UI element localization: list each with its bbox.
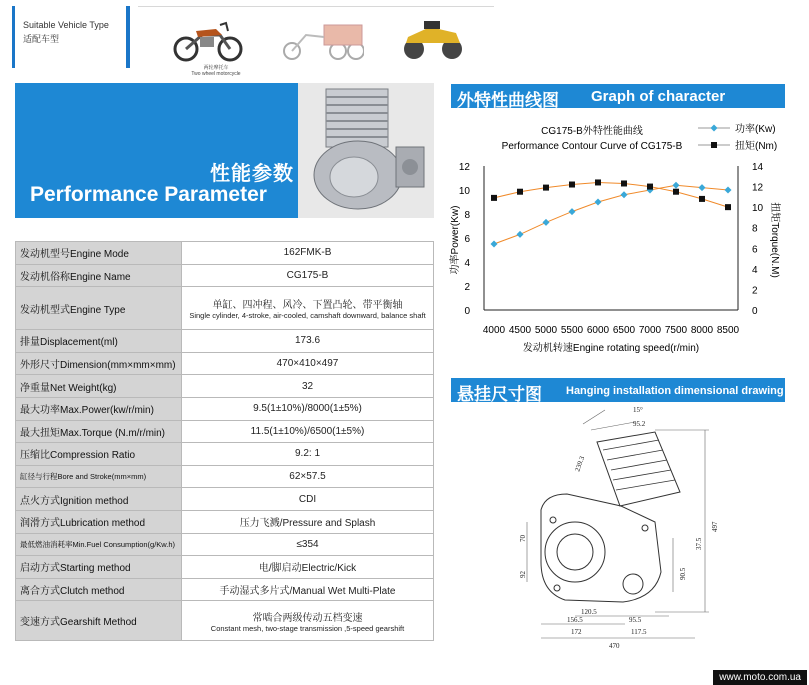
spec-value-sub: Constant mesh, two-stage transmission ,5-speed gearshift — [210, 623, 405, 633]
spec-value: ≤354 — [182, 533, 434, 556]
spec-value-sub: Single cylinder, 4-stroke, air-cooled, camshaft downward, balance shaft — [189, 311, 426, 321]
motorcycle-image — [172, 11, 244, 63]
spec-value: 162FMK-B — [182, 242, 434, 265]
spec-row — [16, 533, 434, 556]
spec-row — [16, 287, 434, 330]
x-tick-label: 4000 — [482, 325, 506, 336]
chart-xlabel: 发动机转速Engine rotating speed(r/min) — [522, 343, 700, 354]
spec-row — [16, 397, 434, 420]
spec-value: 压力飞溅/Pressure and Splash — [182, 510, 434, 533]
dim-92: 92 — [519, 571, 527, 578]
spec-label: 外形尺寸Dimension(mm×mm×mm) — [16, 352, 182, 375]
spec-value: 电/脚启动Electric/Kick — [182, 556, 434, 579]
spec-label: 发动机型式Engine Type — [16, 287, 182, 330]
spec-label: 排量Displacement(ml) — [16, 330, 182, 353]
legend-label: 功率(Kw) — [735, 124, 776, 135]
x-tick-label: 8000 — [690, 325, 714, 336]
cylinder-outline — [597, 432, 680, 506]
graph-title-cn: 外特性曲线图 — [457, 91, 559, 110]
performance-title-cn: 性能参数 — [210, 163, 294, 185]
y2-tick-label: 14 — [752, 162, 764, 173]
spec-row — [16, 465, 434, 488]
legend-marker — [711, 125, 718, 132]
vehicle-caption — [176, 65, 256, 77]
spec-value: 173.6 — [182, 330, 434, 353]
vehicle-type-label — [12, 6, 130, 68]
y2-tick-label: 8 — [752, 223, 758, 235]
spec-row — [16, 601, 434, 641]
chart-legend — [698, 122, 777, 152]
hanging-title-en: Hanging installation dimensional drawing — [566, 385, 784, 397]
vehicle-type-en: Suitable Vehicle Type — [23, 20, 109, 30]
power-point — [673, 182, 680, 189]
spec-label: 最大扭矩Max.Torque (N.m/r/min) — [16, 420, 182, 443]
dim-497: 497 — [711, 521, 719, 532]
spec-label: 变速方式Gearshift Method — [16, 601, 182, 641]
graph-section-header — [451, 84, 785, 108]
spec-label: 发动机俗称Engine Name — [16, 264, 182, 287]
power-point — [621, 191, 628, 198]
spec-label: 缸径与行程Bore and Stroke(mm×mm) — [16, 465, 182, 488]
dim-470: 470 — [609, 642, 620, 650]
x-tick-label: 6500 — [612, 325, 636, 336]
x-tick-label: 4500 — [508, 325, 532, 336]
engine-photo — [300, 87, 432, 214]
vehicle-type-cn: 适配车型 — [23, 34, 60, 44]
torque-point — [699, 196, 705, 202]
spec-label: 压缩比Compression Ratio — [16, 443, 182, 466]
spec-value: CG175-B — [182, 264, 434, 287]
y2-tick-label: 0 — [752, 306, 758, 317]
vehicle-banner — [12, 6, 494, 76]
spec-row — [16, 556, 434, 579]
spec-row — [16, 330, 434, 353]
torque-point — [647, 184, 653, 190]
spec-value — [182, 287, 434, 330]
spec-label: 启动方式Starting method — [16, 556, 182, 579]
torque-point — [569, 182, 575, 188]
graph-title-en: Graph of character — [591, 88, 726, 105]
chart-title: CG175-B外特性能曲线 — [541, 126, 643, 137]
x-tick-label: 5000 — [534, 325, 558, 336]
dim-15deg: 15° — [633, 406, 643, 414]
power-point — [699, 184, 706, 191]
performance-chart — [440, 112, 790, 362]
dim-239-3: 239.3 — [573, 455, 587, 473]
dim-156-5: 156.5 — [567, 616, 583, 624]
spec-value: 470×410×497 — [182, 352, 434, 375]
spec-row — [16, 375, 434, 398]
vehicle-images — [138, 6, 494, 77]
spec-label: 净重量Net Weight(kg) — [16, 375, 182, 398]
y2-tick-label: 2 — [752, 285, 758, 297]
spec-label: 发动机型号Engine Mode — [16, 242, 182, 265]
spec-row — [16, 443, 434, 466]
spec-value: 9.5(1±10%)/8000(1±5%) — [182, 397, 434, 420]
atv-image — [400, 11, 466, 63]
dim-70: 70 — [519, 535, 527, 542]
y2-tick-label: 12 — [752, 182, 764, 194]
spec-value-main: 常啮合两级传动五档变速 — [252, 612, 363, 624]
y2-tick-label: 4 — [752, 264, 758, 276]
torque-point — [595, 179, 601, 185]
hanging-title-cn: 悬挂尺寸图 — [457, 385, 542, 404]
hanging-section-header — [451, 378, 785, 402]
torque-point — [673, 189, 679, 195]
spec-value: CDI — [182, 488, 434, 511]
spec-row — [16, 242, 434, 265]
spec-value-main: 单缸、四冲程、风冷、下置凸轮、带平衡轴 — [212, 300, 403, 312]
dim-90-5: 90.5 — [679, 567, 687, 580]
x-tick-label: 6000 — [586, 325, 610, 336]
x-tick-label: 7500 — [664, 325, 688, 336]
spec-value — [182, 601, 434, 641]
power-point — [569, 208, 576, 215]
y2-tick-label: 6 — [752, 244, 758, 256]
y-tick-label: 8 — [464, 210, 470, 221]
dim-172: 172 — [571, 628, 582, 636]
hanging-dimension-drawing — [505, 402, 745, 652]
spec-value: 9.2: 1 — [182, 443, 434, 466]
torque-point — [491, 195, 497, 201]
tricycle-image — [280, 11, 364, 63]
spec-label: 润滑方式Lubrication method — [16, 510, 182, 533]
y-tick-label: 10 — [458, 186, 470, 197]
torque-point — [725, 204, 731, 210]
spec-value: 32 — [182, 375, 434, 398]
spec-value: 62×57.5 — [182, 465, 434, 488]
x-tick-label: 7000 — [638, 325, 662, 336]
spec-value: 手动湿式多片式/Manual Wet Multi-Plate — [182, 578, 434, 601]
vehicle-caption-cn: 两轮摩托车 — [203, 65, 229, 71]
spec-label: 点火方式Ignition method — [16, 488, 182, 511]
chart-y2label: 扭矩Torque(N.M) — [769, 202, 780, 278]
vehicle-caption-en: Two wheel motorcycle — [191, 71, 241, 77]
spec-row — [16, 578, 434, 601]
dim-37-5: 37.5 — [695, 537, 703, 550]
torque-point — [517, 189, 523, 195]
power-point — [491, 241, 498, 248]
y-tick-label: 4 — [464, 258, 470, 269]
watermark: www.moto.com.ua — [713, 670, 807, 685]
spec-row — [16, 488, 434, 511]
legend-marker — [711, 142, 717, 148]
power-point — [725, 187, 732, 194]
spec-label: 最大功率Max.Power(kw/r/min) — [16, 397, 182, 420]
power-point — [595, 199, 602, 206]
series-line-1 — [494, 182, 728, 207]
power-point — [517, 231, 524, 238]
clutch-cover — [545, 522, 605, 582]
torque-point — [621, 180, 627, 186]
chart-subtitle: Performance Contour Curve of CG175-B — [501, 141, 683, 152]
dim-120-5: 120.5 — [581, 608, 597, 616]
y2-tick-label: 10 — [752, 203, 764, 215]
legend-label: 扭矩(Nm) — [735, 141, 778, 152]
series-line-0 — [494, 185, 728, 244]
y-tick-label: 12 — [458, 162, 470, 173]
spec-label: 最低燃油消耗率Min.Fuel Consumption(g/Kw.h) — [16, 533, 182, 556]
dim-117-5: 117.5 — [631, 628, 647, 636]
y-tick-label: 6 — [464, 234, 470, 245]
spec-row — [16, 420, 434, 443]
y-tick-label: 0 — [464, 306, 470, 317]
spec-row — [16, 352, 434, 375]
y-tick-label: 2 — [464, 282, 470, 293]
x-tick-label: 8500 — [716, 325, 740, 336]
performance-header — [15, 83, 434, 218]
spec-row — [16, 510, 434, 533]
dim-95-5: 95.5 — [629, 616, 642, 624]
spec-value: 11.5(1±10%)/6500(1±5%) — [182, 420, 434, 443]
chart-ylabel: 功率Power(Kw) — [450, 205, 461, 275]
spec-row — [16, 264, 434, 287]
power-point — [543, 219, 550, 226]
dim-95-2: 95.2 — [633, 420, 646, 428]
spec-label: 离合方式Clutch method — [16, 578, 182, 601]
spec-table — [15, 241, 434, 641]
performance-title-en: Performance Parameter — [30, 183, 267, 206]
x-tick-label: 5500 — [560, 325, 584, 336]
torque-point — [543, 185, 549, 191]
